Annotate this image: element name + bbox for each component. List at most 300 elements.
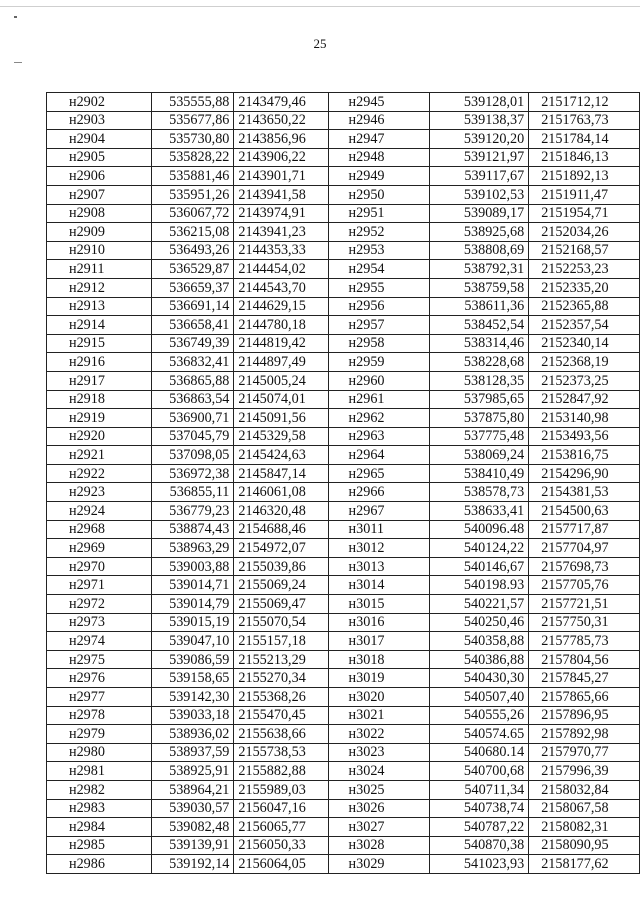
point-id-cell: н2952: [328, 223, 429, 242]
table-row: [47, 167, 640, 186]
x-coordinate-cell: 540250,46: [429, 613, 529, 632]
x-coordinate-cell: 535730,80: [152, 130, 234, 149]
point-id-cell: н2979: [47, 725, 152, 744]
y-coordinate-cell: 2157717,87: [529, 520, 640, 539]
point-id-cell: н2922: [47, 464, 152, 483]
x-coordinate-cell: 535677,86: [152, 111, 234, 130]
x-coordinate-cell: 536779,23: [152, 502, 234, 521]
point-id-cell: н2966: [328, 483, 429, 502]
point-id-cell: н2975: [47, 650, 152, 669]
x-coordinate-cell: 536658,41: [152, 316, 234, 335]
y-coordinate-cell: 2143856,96: [234, 130, 328, 149]
table-row: [47, 93, 640, 112]
x-coordinate-cell: 540096.48: [429, 520, 529, 539]
point-id-cell: н3018: [328, 650, 429, 669]
y-coordinate-cell: 2158067,58: [529, 799, 640, 818]
table-row: [47, 688, 640, 707]
point-id-cell: н2984: [47, 818, 152, 837]
y-coordinate-cell: 2157996,39: [529, 762, 640, 781]
point-id-cell: н2923: [47, 483, 152, 502]
y-coordinate-cell: 2154500,63: [529, 502, 640, 521]
y-coordinate-cell: 2156047,16: [234, 799, 328, 818]
x-coordinate-cell: 540507,40: [429, 688, 529, 707]
x-coordinate-cell: 539138,37: [429, 111, 529, 130]
table-row: [47, 223, 640, 242]
y-coordinate-cell: 2146320,48: [234, 502, 328, 521]
point-id-cell: н2976: [47, 669, 152, 688]
x-coordinate-cell: 538759,58: [429, 278, 529, 297]
point-id-cell: н3012: [328, 539, 429, 558]
y-coordinate-cell: 2145424,63: [234, 446, 328, 465]
y-coordinate-cell: 2145329,58: [234, 427, 328, 446]
x-coordinate-cell: 539089,17: [429, 204, 529, 223]
table-row: [47, 185, 640, 204]
table-row: [47, 613, 640, 632]
table-row: [47, 650, 640, 669]
table-row: [47, 743, 640, 762]
point-id-cell: н2962: [328, 409, 429, 428]
y-coordinate-cell: 2151763,73: [529, 111, 640, 130]
point-id-cell: н3027: [328, 818, 429, 837]
y-coordinate-cell: 2157804,56: [529, 650, 640, 669]
point-id-cell: н2950: [328, 185, 429, 204]
y-coordinate-cell: 2151712,12: [529, 93, 640, 112]
scan-top-edge: [0, 6, 640, 7]
x-coordinate-cell: 538964,21: [152, 780, 234, 799]
x-coordinate-cell: 537098,05: [152, 446, 234, 465]
point-id-cell: н2980: [47, 743, 152, 762]
y-coordinate-cell: 2155157,18: [234, 632, 328, 651]
y-coordinate-cell: 2145847,14: [234, 464, 328, 483]
point-id-cell: н2913: [47, 297, 152, 316]
point-id-cell: н2957: [328, 316, 429, 335]
table-row: [47, 855, 640, 874]
point-id-cell: н2906: [47, 167, 152, 186]
x-coordinate-cell: 540386,88: [429, 650, 529, 669]
y-coordinate-cell: 2143906,22: [234, 148, 328, 167]
y-coordinate-cell: 2152034,26: [529, 223, 640, 242]
x-coordinate-cell: 539102,53: [429, 185, 529, 204]
point-id-cell: н2917: [47, 371, 152, 390]
y-coordinate-cell: 2151784,14: [529, 130, 640, 149]
y-coordinate-cell: 2157750,31: [529, 613, 640, 632]
table-row: [47, 130, 640, 149]
y-coordinate-cell: 2154381,53: [529, 483, 640, 502]
table-row: [47, 669, 640, 688]
x-coordinate-cell: 536215,08: [152, 223, 234, 242]
table-row: [47, 836, 640, 855]
y-coordinate-cell: 2157892,98: [529, 725, 640, 744]
y-coordinate-cell: 2152373,25: [529, 371, 640, 390]
x-coordinate-cell: 538925,91: [152, 762, 234, 781]
y-coordinate-cell: 2152340,14: [529, 334, 640, 353]
table-row: [47, 297, 640, 316]
point-id-cell: н2974: [47, 632, 152, 651]
x-coordinate-cell: 535555,88: [152, 93, 234, 112]
y-coordinate-cell: 2144629,15: [234, 297, 328, 316]
y-coordinate-cell: 2151846,13: [529, 148, 640, 167]
point-id-cell: н2956: [328, 297, 429, 316]
point-id-cell: н2946: [328, 111, 429, 130]
point-id-cell: н2951: [328, 204, 429, 223]
point-id-cell: н2902: [47, 93, 152, 112]
x-coordinate-cell: 540146,67: [429, 557, 529, 576]
x-coordinate-cell: 538128,35: [429, 371, 529, 390]
table-row: [47, 595, 640, 614]
y-coordinate-cell: 2152368,19: [529, 353, 640, 372]
x-coordinate-cell: 540680.14: [429, 743, 529, 762]
table-row: [47, 632, 640, 651]
point-id-cell: н2977: [47, 688, 152, 707]
y-coordinate-cell: 2144897,49: [234, 353, 328, 372]
x-coordinate-cell: 538410,49: [429, 464, 529, 483]
point-id-cell: н2921: [47, 446, 152, 465]
point-id-cell: н2910: [47, 241, 152, 260]
y-coordinate-cell: 2153493,56: [529, 427, 640, 446]
y-coordinate-cell: 2157705,76: [529, 576, 640, 595]
point-id-cell: н2920: [47, 427, 152, 446]
x-coordinate-cell: 536900,71: [152, 409, 234, 428]
y-coordinate-cell: 2158082,31: [529, 818, 640, 837]
y-coordinate-cell: 2143901,71: [234, 167, 328, 186]
y-coordinate-cell: 2152168,57: [529, 241, 640, 260]
point-id-cell: н2953: [328, 241, 429, 260]
point-id-cell: н3013: [328, 557, 429, 576]
point-id-cell: н3028: [328, 836, 429, 855]
scan-margin-mark: [14, 62, 22, 63]
point-id-cell: н2972: [47, 595, 152, 614]
point-id-cell: н3016: [328, 613, 429, 632]
point-id-cell: н2983: [47, 799, 152, 818]
y-coordinate-cell: 2155039,86: [234, 557, 328, 576]
y-coordinate-cell: 2144454,02: [234, 260, 328, 279]
point-id-cell: н2964: [328, 446, 429, 465]
point-id-cell: н2945: [328, 93, 429, 112]
point-id-cell: н3020: [328, 688, 429, 707]
point-id-cell: н2978: [47, 706, 152, 725]
x-coordinate-cell: 540738,74: [429, 799, 529, 818]
point-id-cell: н3014: [328, 576, 429, 595]
x-coordinate-cell: 538792,31: [429, 260, 529, 279]
x-coordinate-cell: 540711,34: [429, 780, 529, 799]
point-id-cell: н2967: [328, 502, 429, 521]
y-coordinate-cell: 2151911,47: [529, 185, 640, 204]
y-coordinate-cell: 2157970,77: [529, 743, 640, 762]
x-coordinate-cell: 536855,11: [152, 483, 234, 502]
point-id-cell: н2969: [47, 539, 152, 558]
x-coordinate-cell: 538633,41: [429, 502, 529, 521]
table-row: [47, 762, 640, 781]
x-coordinate-cell: 538578,73: [429, 483, 529, 502]
x-coordinate-cell: 536865,88: [152, 371, 234, 390]
x-coordinate-cell: 536529,87: [152, 260, 234, 279]
x-coordinate-cell: 538228,68: [429, 353, 529, 372]
point-id-cell: н3022: [328, 725, 429, 744]
point-id-cell: н2904: [47, 130, 152, 149]
x-coordinate-cell: 536972,38: [152, 464, 234, 483]
point-id-cell: н3019: [328, 669, 429, 688]
x-coordinate-cell: 540787,22: [429, 818, 529, 837]
table-row: [47, 446, 640, 465]
point-id-cell: н2912: [47, 278, 152, 297]
y-coordinate-cell: 2143479,46: [234, 93, 328, 112]
point-id-cell: н2909: [47, 223, 152, 242]
y-coordinate-cell: 2155738,53: [234, 743, 328, 762]
table-row: [47, 706, 640, 725]
y-coordinate-cell: 2155270,34: [234, 669, 328, 688]
point-id-cell: н2968: [47, 520, 152, 539]
x-coordinate-cell: 539121,97: [429, 148, 529, 167]
point-id-cell: н3023: [328, 743, 429, 762]
x-coordinate-cell: 538874,43: [152, 520, 234, 539]
point-id-cell: н2919: [47, 409, 152, 428]
y-coordinate-cell: 2157698,73: [529, 557, 640, 576]
y-coordinate-cell: 2145005,24: [234, 371, 328, 390]
point-id-cell: н2907: [47, 185, 152, 204]
y-coordinate-cell: 2144780,18: [234, 316, 328, 335]
page-number: 25: [313, 36, 327, 51]
x-coordinate-cell: 536832,41: [152, 353, 234, 372]
table-row: [47, 576, 640, 595]
y-coordinate-cell: 2155638,66: [234, 725, 328, 744]
x-coordinate-cell: 536749,39: [152, 334, 234, 353]
point-id-cell: н2954: [328, 260, 429, 279]
x-coordinate-cell: 540430,30: [429, 669, 529, 688]
point-id-cell: н2959: [328, 353, 429, 372]
x-coordinate-cell: 539192,14: [152, 855, 234, 874]
x-coordinate-cell: 536067,72: [152, 204, 234, 223]
coordinates-table: [46, 92, 640, 874]
y-coordinate-cell: 2155069,47: [234, 595, 328, 614]
y-coordinate-cell: 2146061,08: [234, 483, 328, 502]
table-row: [47, 316, 640, 335]
table-row: [47, 371, 640, 390]
x-coordinate-cell: 539142,30: [152, 688, 234, 707]
y-coordinate-cell: 2156065,77: [234, 818, 328, 837]
table-row: [47, 204, 640, 223]
point-id-cell: н2958: [328, 334, 429, 353]
y-coordinate-cell: 2155989,03: [234, 780, 328, 799]
y-coordinate-cell: 2158090,95: [529, 836, 640, 855]
x-coordinate-cell: 540870,38: [429, 836, 529, 855]
y-coordinate-cell: 2156050,33: [234, 836, 328, 855]
x-coordinate-cell: 540198.93: [429, 576, 529, 595]
x-coordinate-cell: 540555,26: [429, 706, 529, 725]
x-coordinate-cell: 538925,68: [429, 223, 529, 242]
y-coordinate-cell: 2155470,45: [234, 706, 328, 725]
x-coordinate-cell: 539014,71: [152, 576, 234, 595]
x-coordinate-cell: 536863,54: [152, 390, 234, 409]
x-coordinate-cell: 538808,69: [429, 241, 529, 260]
point-id-cell: н3017: [328, 632, 429, 651]
x-coordinate-cell: 539047,10: [152, 632, 234, 651]
table-row: [47, 409, 640, 428]
point-id-cell: н3024: [328, 762, 429, 781]
y-coordinate-cell: 2154296,90: [529, 464, 640, 483]
point-id-cell: н2905: [47, 148, 152, 167]
y-coordinate-cell: 2144819,42: [234, 334, 328, 353]
table-row: [47, 502, 640, 521]
x-coordinate-cell: 536493,26: [152, 241, 234, 260]
point-id-cell: н2947: [328, 130, 429, 149]
y-coordinate-cell: 2151892,13: [529, 167, 640, 186]
point-id-cell: н2949: [328, 167, 429, 186]
point-id-cell: н2960: [328, 371, 429, 390]
table-row: [47, 278, 640, 297]
y-coordinate-cell: 2154688,46: [234, 520, 328, 539]
y-coordinate-cell: 2145074,01: [234, 390, 328, 409]
point-id-cell: н3026: [328, 799, 429, 818]
point-id-cell: н3025: [328, 780, 429, 799]
point-id-cell: н2963: [328, 427, 429, 446]
x-coordinate-cell: 539082,48: [152, 818, 234, 837]
x-coordinate-cell: 537045,79: [152, 427, 234, 446]
x-coordinate-cell: 538069,24: [429, 446, 529, 465]
x-coordinate-cell: 539015,19: [152, 613, 234, 632]
y-coordinate-cell: 2155069,24: [234, 576, 328, 595]
y-coordinate-cell: 2152365,88: [529, 297, 640, 316]
y-coordinate-cell: 2158177,62: [529, 855, 640, 874]
x-coordinate-cell: 536691,14: [152, 297, 234, 316]
y-coordinate-cell: 2153816,75: [529, 446, 640, 465]
y-coordinate-cell: 2143650,22: [234, 111, 328, 130]
x-coordinate-cell: 538937,59: [152, 743, 234, 762]
y-coordinate-cell: 2157865,66: [529, 688, 640, 707]
y-coordinate-cell: 2153140,98: [529, 409, 640, 428]
y-coordinate-cell: 2155368,26: [234, 688, 328, 707]
point-id-cell: н2970: [47, 557, 152, 576]
point-id-cell: н2908: [47, 204, 152, 223]
y-coordinate-cell: 2152335,20: [529, 278, 640, 297]
point-id-cell: н3029: [328, 855, 429, 874]
x-coordinate-cell: 536659,37: [152, 278, 234, 297]
point-id-cell: н2911: [47, 260, 152, 279]
x-coordinate-cell: 538963,29: [152, 539, 234, 558]
table-row: [47, 483, 640, 502]
point-id-cell: н2971: [47, 576, 152, 595]
point-id-cell: н2981: [47, 762, 152, 781]
x-coordinate-cell: 539128,01: [429, 93, 529, 112]
x-coordinate-cell: 538314,46: [429, 334, 529, 353]
point-id-cell: н3011: [328, 520, 429, 539]
y-coordinate-cell: 2155213,29: [234, 650, 328, 669]
y-coordinate-cell: 2152253,23: [529, 260, 640, 279]
table-row: [47, 241, 640, 260]
x-coordinate-cell: 540700,68: [429, 762, 529, 781]
y-coordinate-cell: 2144543,70: [234, 278, 328, 297]
x-coordinate-cell: 539014,79: [152, 595, 234, 614]
point-id-cell: н2918: [47, 390, 152, 409]
x-coordinate-cell: 539139,91: [152, 836, 234, 855]
x-coordinate-cell: 539003,88: [152, 557, 234, 576]
x-coordinate-cell: 539158,65: [152, 669, 234, 688]
x-coordinate-cell: 537985,65: [429, 390, 529, 409]
x-coordinate-cell: 539086,59: [152, 650, 234, 669]
table-row: [47, 464, 640, 483]
table-row: [47, 390, 640, 409]
y-coordinate-cell: 2154972,07: [234, 539, 328, 558]
coordinates-table-body: [47, 93, 640, 874]
point-id-cell: н2916: [47, 353, 152, 372]
table-row: [47, 539, 640, 558]
point-id-cell: н2982: [47, 780, 152, 799]
table-row: [47, 334, 640, 353]
table-row: [47, 725, 640, 744]
y-coordinate-cell: 2152357,54: [529, 316, 640, 335]
y-coordinate-cell: 2145091,56: [234, 409, 328, 428]
x-coordinate-cell: 540574.65: [429, 725, 529, 744]
table-row: [47, 353, 640, 372]
x-coordinate-cell: 538936,02: [152, 725, 234, 744]
x-coordinate-cell: 540221,57: [429, 595, 529, 614]
x-coordinate-cell: 539120,20: [429, 130, 529, 149]
x-coordinate-cell: 538611,36: [429, 297, 529, 316]
y-coordinate-cell: 2157721,51: [529, 595, 640, 614]
point-id-cell: н2955: [328, 278, 429, 297]
table-row: [47, 780, 640, 799]
y-coordinate-cell: 2152847,92: [529, 390, 640, 409]
scan-speck: [14, 16, 17, 18]
y-coordinate-cell: 2155882,88: [234, 762, 328, 781]
point-id-cell: н2986: [47, 855, 152, 874]
y-coordinate-cell: 2158032,84: [529, 780, 640, 799]
x-coordinate-cell: 535951,26: [152, 185, 234, 204]
table-row: [47, 148, 640, 167]
table-row: [47, 818, 640, 837]
x-coordinate-cell: 539117,67: [429, 167, 529, 186]
point-id-cell: н2915: [47, 334, 152, 353]
x-coordinate-cell: 541023,93: [429, 855, 529, 874]
y-coordinate-cell: 2157896,95: [529, 706, 640, 725]
y-coordinate-cell: 2144353,33: [234, 241, 328, 260]
y-coordinate-cell: 2143941,23: [234, 223, 328, 242]
point-id-cell: н2948: [328, 148, 429, 167]
y-coordinate-cell: 2157704,97: [529, 539, 640, 558]
point-id-cell: н3021: [328, 706, 429, 725]
point-id-cell: н2985: [47, 836, 152, 855]
table-row: [47, 520, 640, 539]
y-coordinate-cell: 2157785,73: [529, 632, 640, 651]
x-coordinate-cell: 540358,88: [429, 632, 529, 651]
table-row: [47, 260, 640, 279]
x-coordinate-cell: 535828,22: [152, 148, 234, 167]
point-id-cell: н2914: [47, 316, 152, 335]
x-coordinate-cell: 537775,48: [429, 427, 529, 446]
table-row: [47, 427, 640, 446]
y-coordinate-cell: 2155070,54: [234, 613, 328, 632]
point-id-cell: н2903: [47, 111, 152, 130]
y-coordinate-cell: 2143941,58: [234, 185, 328, 204]
point-id-cell: н2965: [328, 464, 429, 483]
point-id-cell: н2973: [47, 613, 152, 632]
point-id-cell: н2961: [328, 390, 429, 409]
y-coordinate-cell: 2157845,27: [529, 669, 640, 688]
x-coordinate-cell: 537875,80: [429, 409, 529, 428]
x-coordinate-cell: 538452,54: [429, 316, 529, 335]
y-coordinate-cell: 2151954,71: [529, 204, 640, 223]
x-coordinate-cell: 539033,18: [152, 706, 234, 725]
x-coordinate-cell: 535881,46: [152, 167, 234, 186]
table-row: [47, 799, 640, 818]
point-id-cell: н3015: [328, 595, 429, 614]
table-row: [47, 557, 640, 576]
x-coordinate-cell: 539030,57: [152, 799, 234, 818]
point-id-cell: н2924: [47, 502, 152, 521]
x-coordinate-cell: 540124,22: [429, 539, 529, 558]
y-coordinate-cell: 2143974,91: [234, 204, 328, 223]
y-coordinate-cell: 2156064,05: [234, 855, 328, 874]
table-row: [47, 111, 640, 130]
